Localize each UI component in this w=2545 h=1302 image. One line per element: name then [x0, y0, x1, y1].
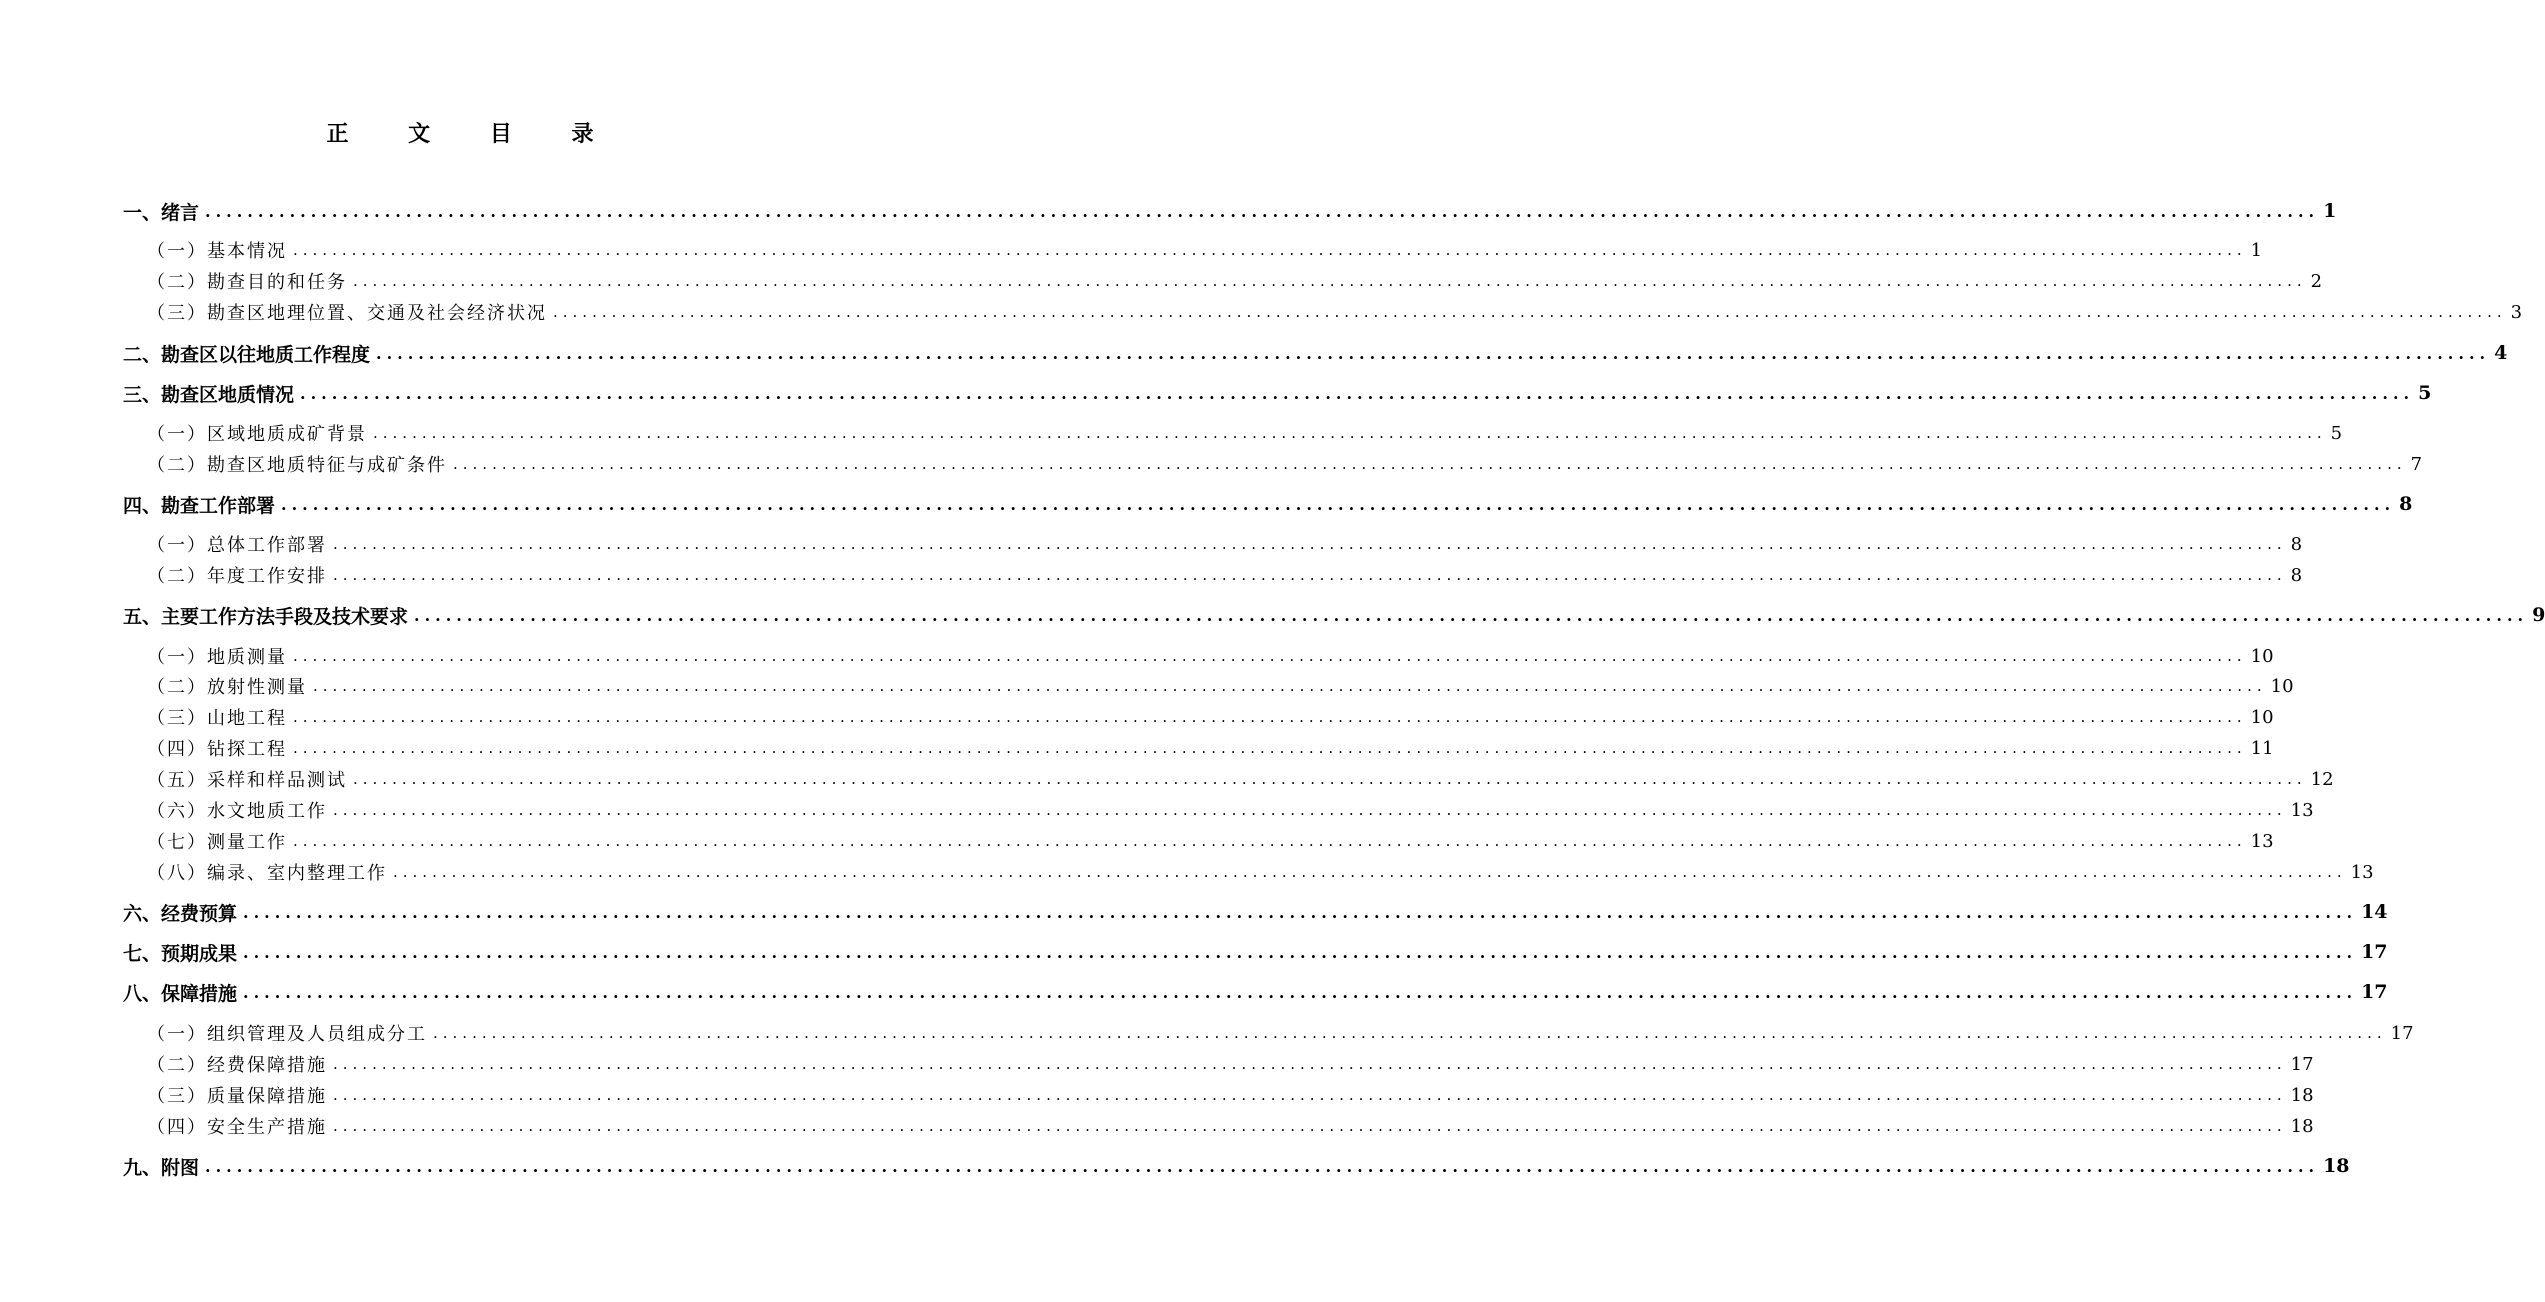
toc-leader-dots: ........................................................................................................................................................................................................ [376, 343, 2491, 363]
toc-entry[interactable] [123, 702, 2274, 732]
toc-leader-dots: ........................................................................................................................................................................................................ [293, 647, 2247, 665]
toc-entry-label: （二）年度工作安排 [147, 566, 327, 587]
toc-leader-dots: ........................................................................................................................................................................................................ [205, 201, 2320, 221]
toc-leader-dots: ........................................................................................................................................................................................................ [313, 677, 2267, 695]
toc-entry-label: （五）采样和样品测试 [147, 770, 347, 791]
toc-entry-label: （四）安全生产措施 [147, 1117, 327, 1138]
toc-entry-label: （三）山地工程 [147, 708, 287, 729]
toc-entry[interactable] [123, 1151, 2350, 1181]
toc-entry-page-number: 17 [2361, 981, 2388, 1003]
toc-entry-page-number: 8 [2399, 493, 2413, 515]
toc-entry-page-number: 8 [2290, 564, 2303, 586]
toc-entry[interactable] [123, 977, 2388, 1007]
toc-entry-page-number: 14 [2361, 901, 2388, 923]
toc-entry-label: （八）编录、室内整理工作 [147, 863, 387, 884]
toc-entry-label: （一）基本情况 [147, 241, 287, 262]
toc-entry[interactable] [123, 1080, 2314, 1110]
toc-leader-dots: ........................................................................................................................................................................................................ [433, 1024, 2387, 1042]
toc-entry-label: （三）质量保障措施 [147, 1086, 327, 1107]
toc-entry-label: 六、经费预算 [123, 902, 238, 925]
toc-entry[interactable] [123, 449, 2423, 479]
toc-entry-page-number: 13 [2290, 799, 2314, 821]
toc-entry-label: 五、主要工作方法手段及技术要求 [123, 605, 409, 628]
toc-entry-label: （二）勘查目的和任务 [147, 272, 347, 293]
toc-entry-page-number: 7 [2410, 453, 2423, 475]
toc-entry-page-number: 3 [2510, 301, 2523, 323]
page-title: 正 文 目 录 [326, 121, 620, 147]
toc-entry-label: （六）水文地质工作 [147, 801, 327, 822]
toc-entry-page-number: 17 [2390, 1022, 2414, 1044]
toc-entry-page-number: 18 [2290, 1084, 2314, 1106]
toc-entry-label: 八、保障措施 [123, 982, 238, 1005]
toc-entry-page-number: 12 [2310, 768, 2334, 790]
toc-entry-label: （一）区域地质成矿背景 [147, 424, 367, 445]
toc-entry-label: （二）经费保障措施 [147, 1055, 327, 1076]
toc-entry[interactable] [123, 489, 2413, 519]
toc-entry-label: （三）勘查区地理位置、交通及社会经济状况 [147, 303, 547, 324]
toc-leader-dots: ........................................................................................................................................................................................................ [243, 942, 2358, 962]
toc-entry-label: （四）钻探工程 [147, 739, 287, 760]
toc-entry-label: （一）地质测量 [147, 647, 287, 668]
toc-entry[interactable] [123, 1049, 2314, 1079]
toc-entry-page-number: 8 [2290, 533, 2303, 555]
toc-leader-dots: ........................................................................................................................................................................................................ [553, 303, 2507, 321]
toc-entry[interactable] [123, 600, 2545, 630]
toc-leader-dots: ........................................................................................................................................................................................................ [333, 1055, 2287, 1073]
toc-leader-dots: ........................................................................................................................................................................................................ [353, 770, 2307, 788]
toc-entry-label: 一、绪言 [123, 201, 200, 224]
toc-entry[interactable] [123, 266, 2323, 296]
toc-leader-dots: ........................................................................................................................................................................................................ [453, 455, 2407, 473]
toc-entry[interactable] [123, 196, 2337, 226]
toc-entry-page-number: 17 [2361, 941, 2388, 963]
toc-entry-page-number: 18 [2290, 1115, 2314, 1137]
toc-entry[interactable] [123, 795, 2314, 825]
toc-entry-page-number: 2 [2310, 270, 2323, 292]
toc-entry[interactable] [123, 338, 2508, 368]
toc-entry[interactable] [123, 937, 2388, 967]
toc-entry-page-number: 10 [2250, 706, 2274, 728]
toc-entry-page-number: 4 [2494, 342, 2508, 364]
toc-entry[interactable] [123, 378, 2432, 408]
toc-leader-dots: ........................................................................................................................................................................................................ [300, 383, 2415, 403]
toc-entry-page-number: 11 [2250, 737, 2274, 759]
toc-entry[interactable] [123, 764, 2334, 794]
toc-leader-dots: ........................................................................................................................................................................................................ [243, 902, 2358, 922]
toc-entry[interactable] [123, 826, 2274, 856]
toc-entry-label: （一）总体工作部署 [147, 535, 327, 556]
toc-leader-dots: ........................................................................................................................................................................................................ [243, 982, 2358, 1002]
toc-leader-dots: ........................................................................................................................................................................................................ [293, 739, 2247, 757]
toc-entry[interactable] [123, 418, 2343, 448]
toc-leader-dots: ........................................................................................................................................................................................................ [293, 241, 2247, 259]
toc-entry[interactable] [123, 733, 2274, 763]
toc-leader-dots: ........................................................................................................................................................................................................ [333, 801, 2287, 819]
toc-entry-page-number: 13 [2350, 861, 2374, 883]
toc-entry[interactable] [123, 857, 2374, 887]
toc-leader-dots: ........................................................................................................................................................................................................ [205, 1156, 2320, 1176]
toc-entry[interactable] [123, 529, 2303, 559]
toc-entry-label: （七）测量工作 [147, 832, 287, 853]
toc-entry-label: 九、附图 [123, 1156, 200, 1179]
toc-leader-dots: ........................................................................................................................................................................................................ [393, 863, 2347, 881]
toc-entry-page-number: 10 [2250, 645, 2274, 667]
toc-entry[interactable] [123, 297, 2523, 327]
toc-entry-label: 四、勘查工作部署 [123, 494, 276, 517]
toc-entry[interactable] [123, 641, 2274, 671]
toc-entry[interactable] [123, 235, 2263, 265]
toc-entry-page-number: 17 [2290, 1053, 2314, 1075]
toc-entry-label: （二）放射性测量 [147, 677, 307, 698]
toc-entry-page-number: 10 [2270, 675, 2294, 697]
toc-entry-page-number: 1 [2323, 200, 2337, 222]
toc-entry-label: 二、勘查区以往地质工作程度 [123, 343, 371, 366]
toc-entry-label: （一）组织管理及人员组成分工 [147, 1024, 427, 1045]
toc-leader-dots: ........................................................................................................................................................................................................ [333, 535, 2287, 553]
toc-leader-dots: ........................................................................................................................................................................................................ [373, 424, 2327, 442]
toc-leader-dots: ........................................................................................................................................................................................................ [414, 605, 2529, 625]
toc-entry-page-number: 13 [2250, 830, 2274, 852]
toc-leader-dots: ........................................................................................................................................................................................................ [333, 566, 2287, 584]
toc-leader-dots: ........................................................................................................................................................................................................ [293, 708, 2247, 726]
toc-entry[interactable] [123, 1111, 2314, 1141]
toc-entry-page-number: 9 [2532, 604, 2545, 626]
toc-entry-label: 三、勘查区地质情况 [123, 383, 295, 406]
toc-entry[interactable] [123, 671, 2294, 701]
toc-entry-label: 七、预期成果 [123, 942, 238, 965]
toc-entry[interactable] [123, 1018, 2414, 1048]
toc-leader-dots: ........................................................................................................................................................................................................ [333, 1086, 2287, 1104]
toc-entry-page-number: 5 [2418, 382, 2432, 404]
toc-entry-page-number: 1 [2250, 239, 2263, 261]
toc-leader-dots: ........................................................................................................................................................................................................ [353, 272, 2307, 290]
toc-leader-dots: ........................................................................................................................................................................................................ [281, 494, 2396, 514]
toc-entry[interactable] [123, 560, 2303, 590]
toc-entry-label: （二）勘查区地质特征与成矿条件 [147, 455, 447, 476]
toc-entry-page-number: 18 [2323, 1155, 2350, 1177]
toc-entry-page-number: 5 [2330, 422, 2343, 444]
toc-leader-dots: ........................................................................................................................................................................................................ [293, 832, 2247, 850]
toc-entry[interactable] [123, 897, 2388, 927]
toc-leader-dots: ........................................................................................................................................................................................................ [333, 1117, 2287, 1135]
